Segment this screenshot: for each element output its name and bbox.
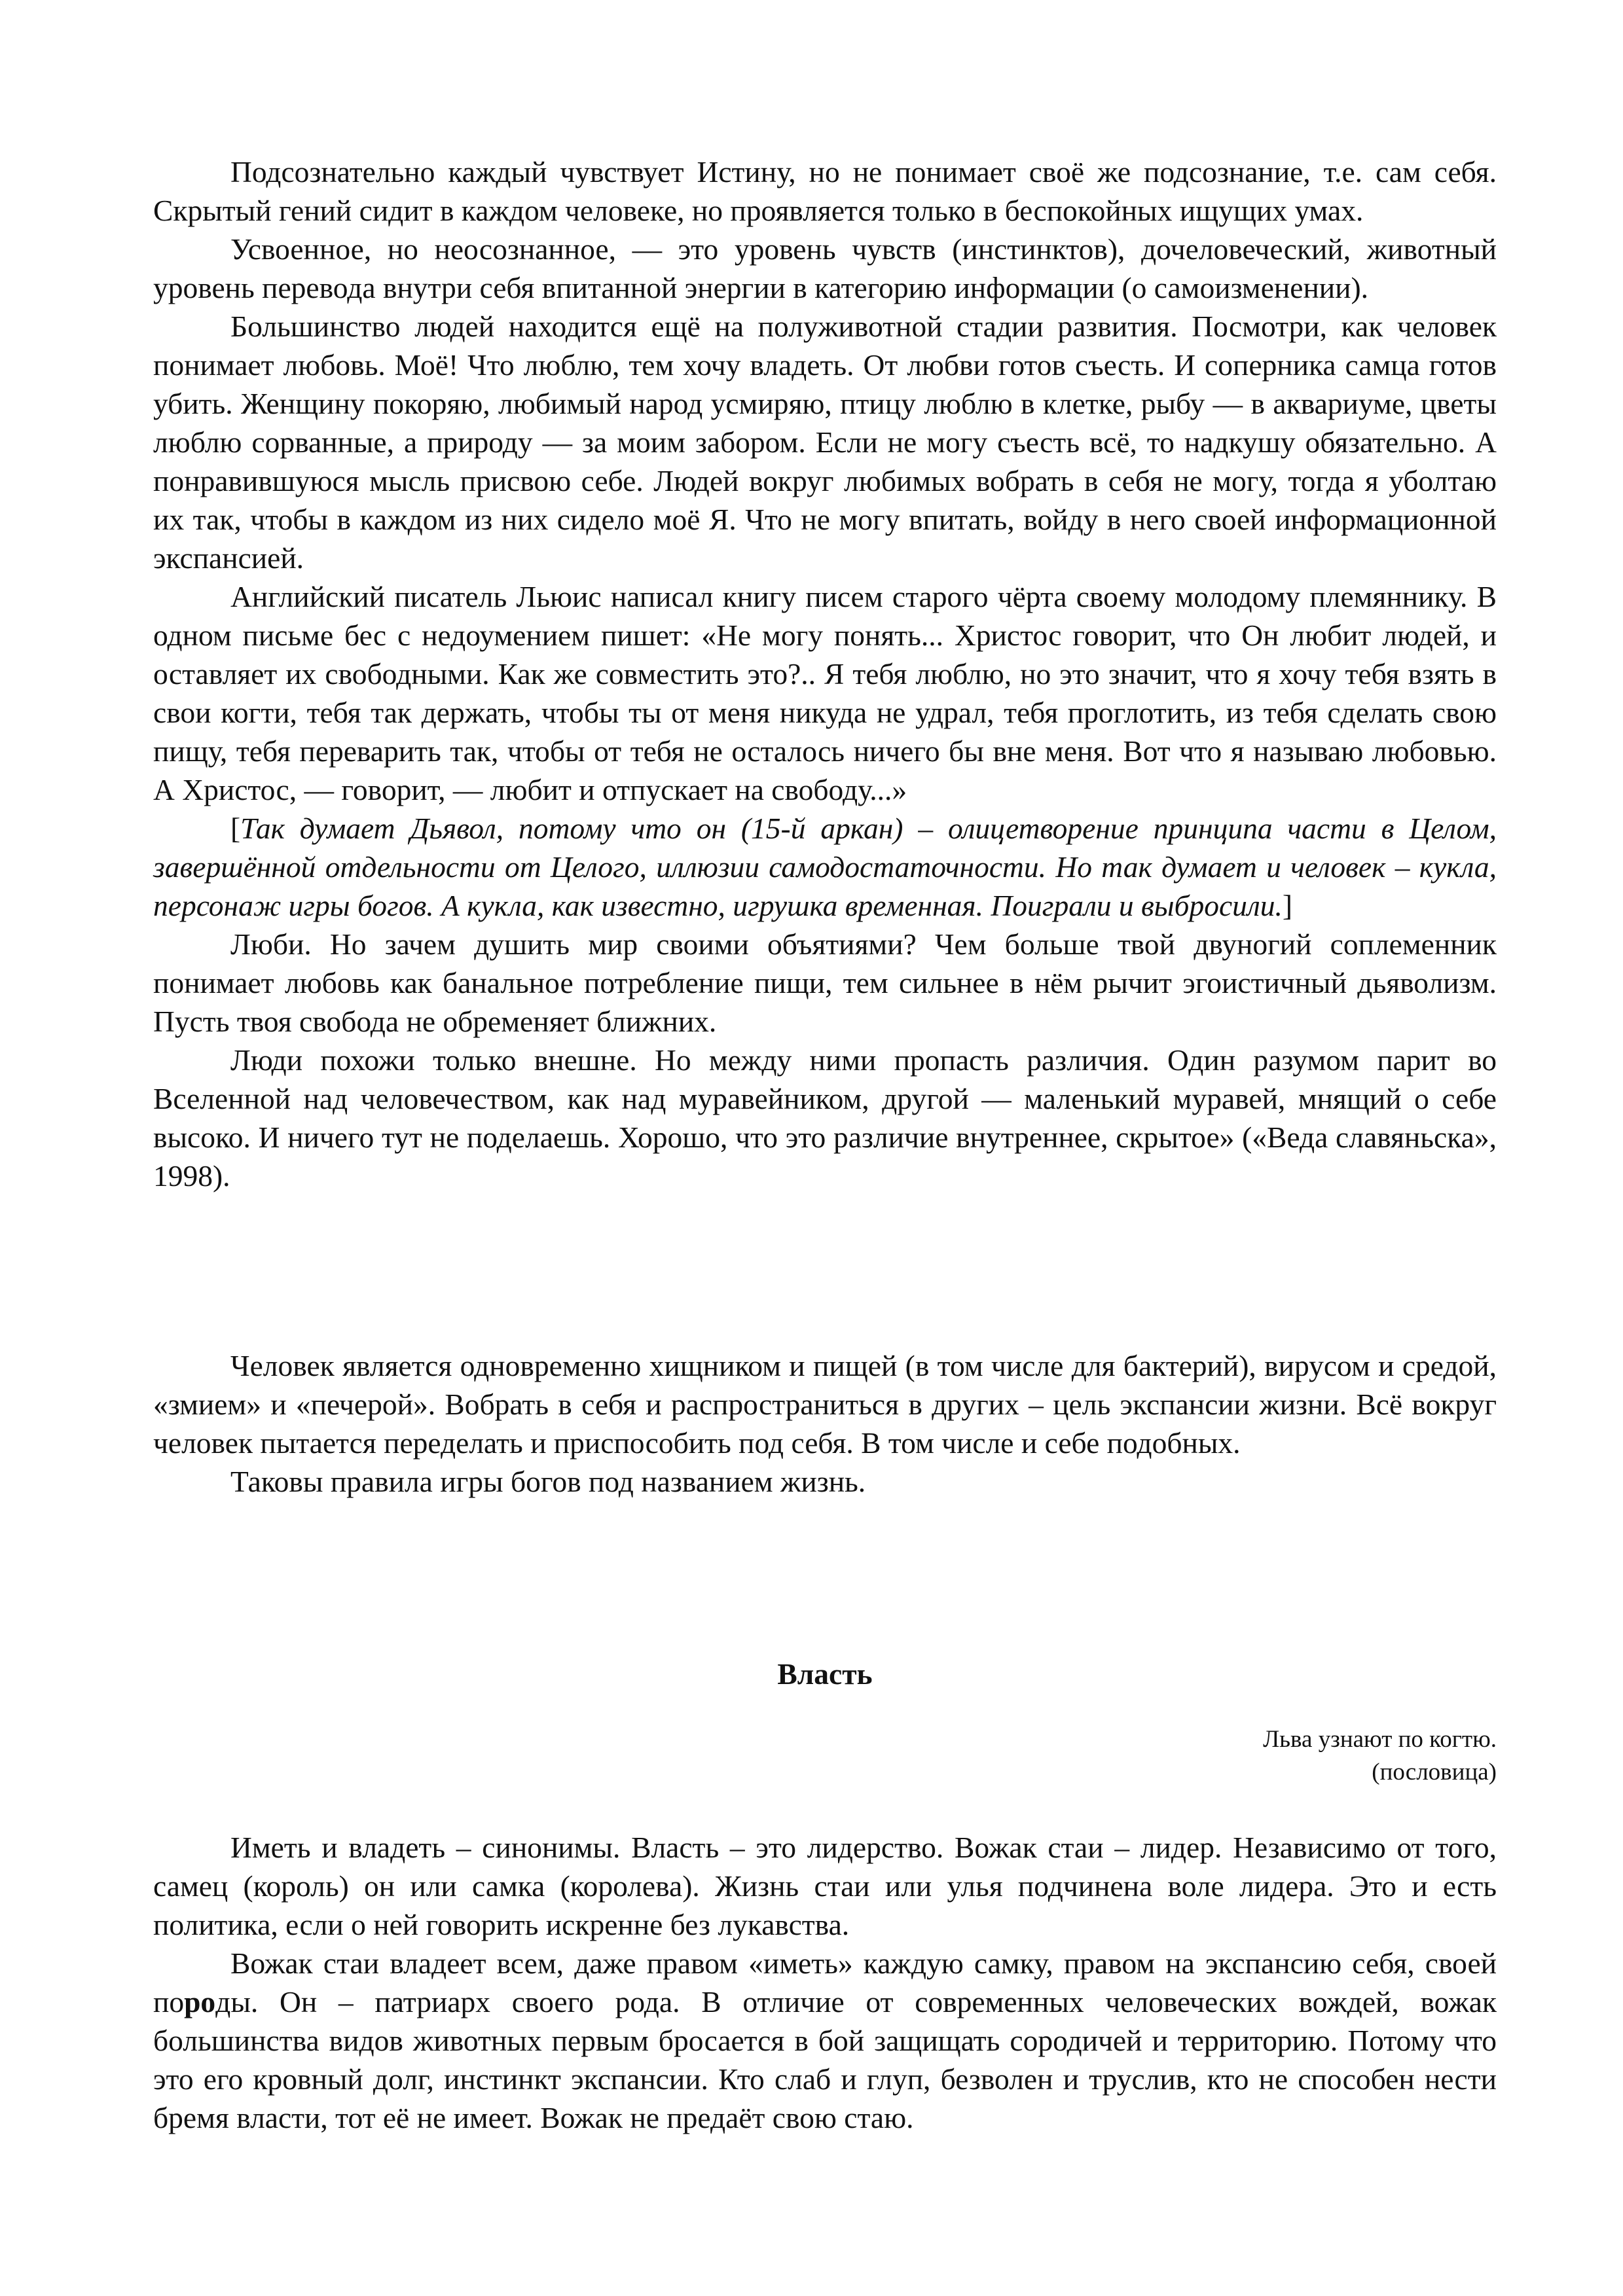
italic-comment: Так думает Дьявол, потому что он (15-й аркан) – олицетворение принципа части в Целом, завершённой отдельности от Целого, иллюзии самодостаточности. Но так думает и человек – кукла, персонаж игры богов. А кукла, как известно, игрушка временная. Поиграли и выбросили. — [153, 812, 1497, 922]
bracketed-comment — [153, 809, 1497, 925]
paragraph: Усвоенное, но неосознанное, — это уровень чувств (инстинктов), дочеловеческий, животный уровень перевода внутри себя впитанной энергии в категорию информации (о самоизменении). — [153, 232, 1497, 304]
text-block-expansion — [153, 1346, 1497, 1501]
paragraph: Люди похожи только внешне. Но между ними пропасть различия. Один разумом парит во Вселенной над человечеством, как над муравейником, другой — маленький муравей, мнящий о себе высоко. И ничего тут не поделаешь. Хорошо, что это различие внутреннее, скрытое» («Веда славяньска», 1998). — [153, 1043, 1497, 1193]
bold-emphasis: ро — [184, 1985, 216, 2018]
paragraph: Люби. Но зачем душить мир своими объятиями? Чем больше твой двуногий соплеменник понимает любовь как банальное потребление пищи, тем сильнее в нём рычит эгоистичный дьяволизм. Пусть твоя свобода не обременяет ближних. — [153, 927, 1497, 1038]
paragraph: Человек является одновременно хищником и пищей (в том числе для бактерий), вирусом и средой, «змием» и «печерой». Вобрать в себя и распространиться в других – цель экспансии жизни. Всё вокруг человек пытается переделать и приспособить под себя. В том числе и себе подобных. — [153, 1349, 1497, 1460]
paragraph — [153, 1944, 1497, 2137]
paragraph: Большинство людей находится ещё на полуживотной стадии развития. Посмотри, как человек понимает любовь. Моё! Что люблю, тем хочу владеть. От любви готов съесть. И соперника самца готов убить. Женщину покоряю, любимый народ усмиряю, птицу люблю в клетке, рыбу — в аквариуме, цветы люблю сорванные, а природу — за моим забором. Если не могу съесть всё, то надкушу обязательно. А понравившуюся мысль присвою себе. Людей вокруг любимых вобрать в себя не могу, тогда я уболтаю их так, чтобы в каждом из них сидело моё Я. Что не могу впитать, войду в него своей информационной экспансией. — [153, 310, 1497, 575]
paragraph-part: Вожак стаи владеет всем, даже правом «иметь» каждую самку, правом на экспансию себя, своей по — [153, 1946, 1497, 2018]
paragraph: Таковы правила игры богов под названием жизнь. — [230, 1465, 866, 1498]
paragraph: Иметь и владеть – синонимы. Власть – это лидерство. Вожак стаи – лидер. Независимо от того, самец (король) он или самка (королева). Жизнь стаи или улья подчинена воле лидера. Это и есть политика, если о ней говорить искренне без лукавства. — [153, 1831, 1497, 1941]
paragraph: Английский писатель Льюис написал книгу писем старого чёрта своему молодому племяннику. В одном письме бес с недоумением пишет: «Не могу понять... Христос говорит, что Он любит людей, и оставляет их свободными. Как же совместить это?.. Я тебя люблю, но это значит, что я хочу тебя взять в свои когти, тебя так держать, чтобы ты от меня никуда не удрал, тебя проглотить, из тебя сделать свою пищу, тебя переварить так, чтобы от тебя не осталось ничего бы вне меня. Вот что я называю любовью. А Христос, — говорит, — любит и отпускает на свободу...» — [153, 580, 1497, 806]
bracket-open: [ — [230, 812, 241, 845]
bracket-close: ] — [1282, 889, 1293, 922]
paragraph: Подсознательно каждый чувствует Истину, но не понимает своё же подсознание, т.е. сам себя. Скрытый гений сидит в каждом человеке, но проявляется только в беспокойных ищущих умах. — [153, 155, 1497, 227]
text-block-intro — [153, 152, 1497, 1195]
text-block-power — [153, 1828, 1497, 2137]
epigraph — [1263, 1723, 1497, 1789]
epigraph-quote: Льва узнают по когтю. — [1263, 1726, 1497, 1753]
paragraph-part: ды. Он – патриарх своего рода. В отличие от современных человеческих вождей, вожак большинства видов животных первым бросается в бой защищать сородичей и территорию. Потому что это его кровный долг, инстинкт экспансии. Кто слаб и глуп, безволен и труслив, кто не способен нести бремя власти, тот её не имеет. Вожак не предаёт свою стаю. — [153, 1985, 1497, 2134]
epigraph-source: (пословица) — [1372, 1759, 1497, 1785]
section-heading: Власть — [777, 1657, 873, 1691]
